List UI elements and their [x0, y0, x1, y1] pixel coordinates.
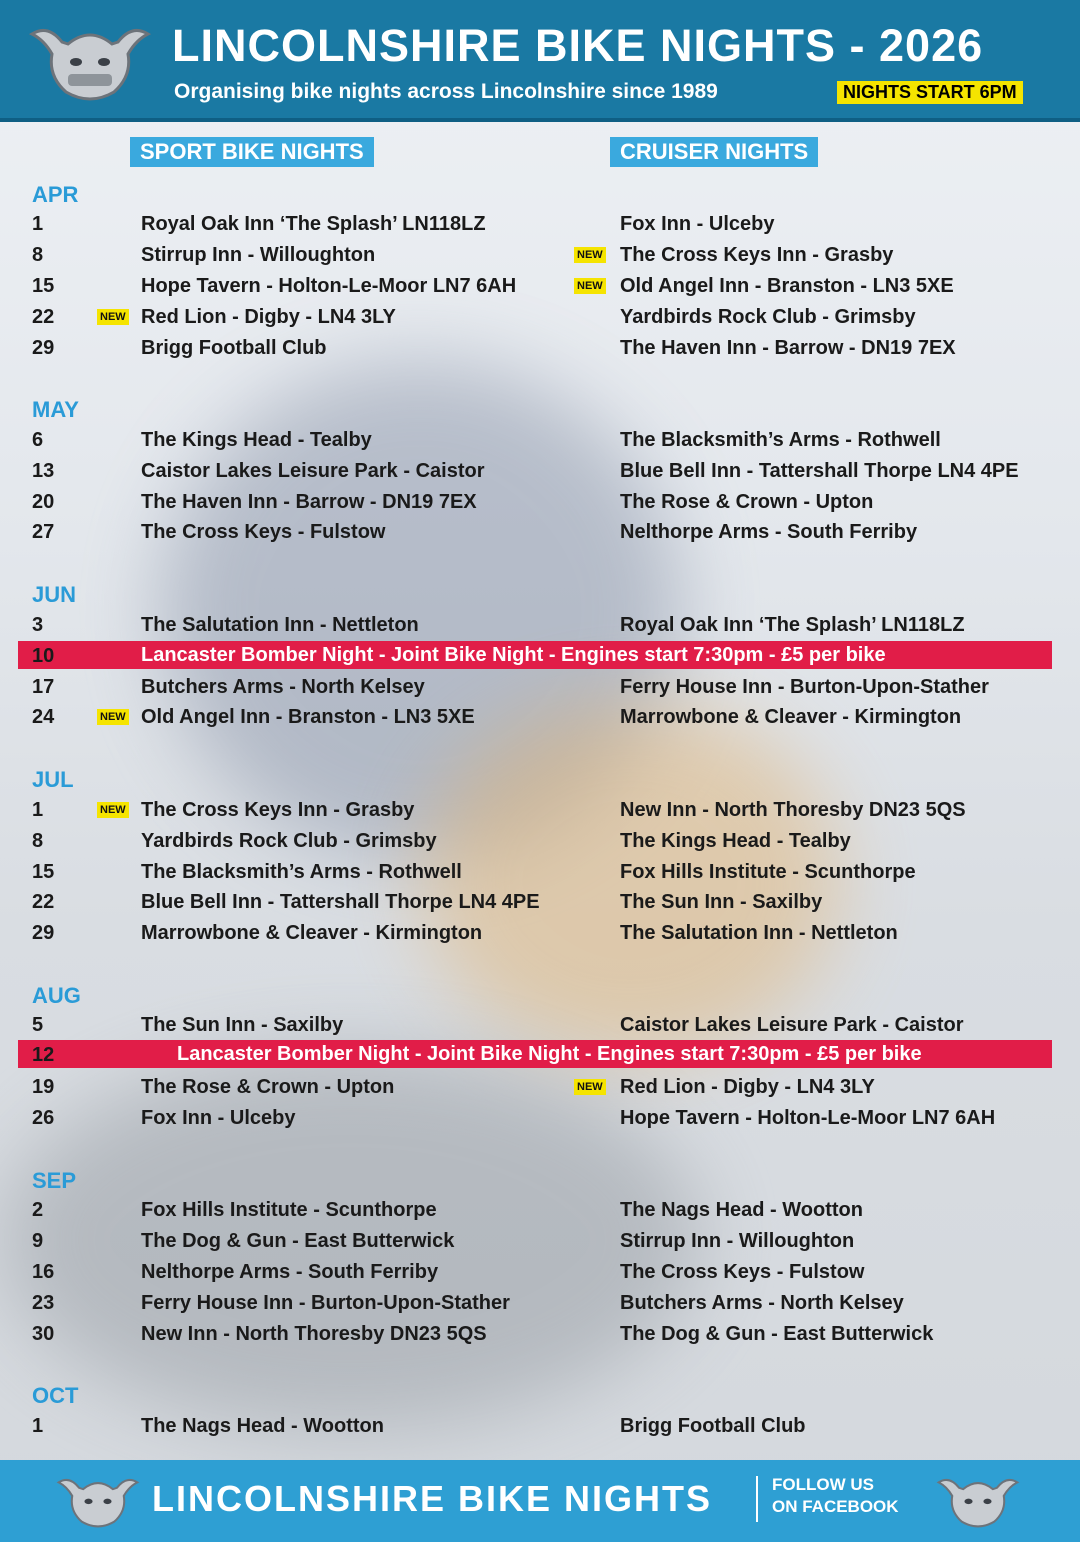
row-day: 1 [32, 213, 44, 235]
footer-title: LINCOLNSHIRE BIKE NIGHTS [152, 1478, 713, 1519]
sport-venue: Caistor Lakes Leisure Park - Caistor [141, 460, 485, 482]
sport-venue: The Nags Head - Wootton [141, 1415, 384, 1437]
sport-venue: Old Angel Inn - Branston - LN3 5XE [141, 706, 475, 728]
row-day: 15 [32, 861, 55, 883]
banner-day: 12 [32, 1044, 55, 1066]
sport-venue: The Rose & Crown - Upton [141, 1076, 395, 1098]
cruiser-column-heading: CRUISER NIGHTS [610, 137, 818, 167]
new-badge: NEW [574, 247, 606, 263]
cruiser-venue: Marrowbone & Cleaver - Kirmington [620, 706, 962, 728]
cruiser-venue: Yardbirds Rock Club - Grimsby [620, 306, 916, 328]
page-title: LINCOLNSHIRE BIKE NIGHTS - 2026 [172, 20, 984, 71]
bull-logo-icon [28, 14, 152, 106]
new-badge: NEW [574, 278, 606, 294]
cruiser-venue: Brigg Football Club [620, 1415, 806, 1437]
cruiser-venue: Butchers Arms - North Kelsey [620, 1292, 904, 1314]
sport-venue: Butchers Arms - North Kelsey [141, 676, 425, 698]
cruiser-venue: The Kings Head - Tealby [620, 830, 851, 852]
row-day: 19 [32, 1076, 55, 1098]
page-subtitle: Organising bike nights across Lincolnshire since 1989 [174, 80, 718, 103]
sport-venue: Blue Bell Inn - Tattershall Thorpe LN4 4PE [141, 891, 540, 913]
cruiser-venue: Red Lion - Digby - LN4 3LY [620, 1076, 875, 1098]
follow-line-2: ON FACEBOOK [772, 1497, 899, 1516]
row-day: 1 [32, 1415, 44, 1437]
sport-venue: The Cross Keys Inn - Grasby [141, 799, 415, 821]
month-label: AUG [32, 983, 81, 1008]
month-label: JUL [32, 767, 74, 792]
row-day: 27 [32, 521, 55, 543]
bull-logo-icon [56, 1468, 140, 1532]
row-day: 9 [32, 1230, 44, 1252]
month-label: OCT [32, 1383, 79, 1408]
month-label: JUN [32, 582, 77, 607]
month-label: SEP [32, 1168, 77, 1193]
cruiser-venue: The Cross Keys - Fulstow [620, 1261, 865, 1283]
new-badge: NEW [97, 802, 129, 818]
new-badge: NEW [97, 709, 129, 725]
sport-venue: Fox Inn - Ulceby [141, 1107, 296, 1129]
sport-venue: Nelthorpe Arms - South Ferriby [141, 1261, 439, 1283]
banner-day: 10 [32, 645, 55, 667]
row-day: 5 [32, 1014, 44, 1036]
sport-venue: Ferry House Inn - Burton-Upon-Stather [141, 1292, 510, 1314]
cruiser-venue: The Dog & Gun - East Butterwick [620, 1323, 934, 1345]
new-badge: NEW [97, 309, 129, 325]
sport-venue: New Inn - North Thoresby DN23 5QS [141, 1323, 487, 1345]
row-day: 1 [32, 799, 44, 821]
row-day: 2 [32, 1199, 44, 1221]
row-day: 13 [32, 460, 55, 482]
row-day: 20 [32, 491, 55, 513]
row-day: 24 [32, 706, 55, 728]
new-badge: NEW [574, 1079, 606, 1095]
facebook-follow-link[interactable] [772, 1474, 899, 1518]
sport-venue: Yardbirds Rock Club - Grimsby [141, 830, 437, 852]
special-event-banner [18, 1040, 1052, 1068]
cruiser-venue: The Sun Inn - Saxilby [620, 891, 823, 913]
special-event-banner [18, 641, 1052, 669]
month-label: APR [32, 182, 79, 207]
row-day: 15 [32, 275, 55, 297]
row-day: 8 [32, 830, 44, 852]
sport-venue: The Haven Inn - Barrow - DN19 7EX [141, 491, 477, 513]
row-day: 29 [32, 337, 55, 359]
row-day: 16 [32, 1261, 55, 1283]
cruiser-venue: New Inn - North Thoresby DN23 5QS [620, 799, 966, 821]
cruiser-venue: Fox Inn - Ulceby [620, 213, 775, 235]
cruiser-venue: Nelthorpe Arms - South Ferriby [620, 521, 918, 543]
row-day: 3 [32, 614, 44, 636]
cruiser-venue: Blue Bell Inn - Tattershall Thorpe LN4 4PE [620, 460, 1019, 482]
month-label: MAY [32, 397, 79, 422]
row-day: 17 [32, 676, 55, 698]
cruiser-venue: The Cross Keys Inn - Grasby [620, 244, 894, 266]
cruiser-venue: Stirrup Inn - Willoughton [620, 1230, 855, 1252]
footer-divider [756, 1476, 758, 1522]
row-day: 30 [32, 1323, 55, 1345]
cruiser-venue: The Rose & Crown - Upton [620, 491, 874, 513]
row-day: 8 [32, 244, 44, 266]
cruiser-venue: Caistor Lakes Leisure Park - Caistor [620, 1014, 964, 1036]
row-day: 22 [32, 306, 55, 328]
sport-venue: Marrowbone & Cleaver - Kirmington [141, 922, 483, 944]
row-day: 22 [32, 891, 55, 913]
sport-venue: The Dog & Gun - East Butterwick [141, 1230, 455, 1252]
cruiser-venue: The Haven Inn - Barrow - DN19 7EX [620, 337, 956, 359]
sport-venue: The Blacksmith’s Arms - Rothwell [141, 861, 462, 883]
cruiser-venue: The Blacksmith’s Arms - Rothwell [620, 429, 941, 451]
sport-venue: Royal Oak Inn ‘The Splash’ LN118LZ [141, 213, 486, 235]
follow-line-1: FOLLOW US [772, 1475, 874, 1494]
sport-venue: The Salutation Inn - Nettleton [141, 614, 419, 636]
cruiser-venue: Old Angel Inn - Branston - LN3 5XE [620, 275, 954, 297]
start-time-badge: NIGHTS START 6PM [837, 81, 1023, 104]
footer-bar [0, 1460, 1080, 1542]
cruiser-venue: Hope Tavern - Holton-Le-Moor LN7 6AH [620, 1107, 996, 1129]
sport-venue: The Cross Keys - Fulstow [141, 521, 386, 543]
cruiser-venue: The Nags Head - Wootton [620, 1199, 863, 1221]
cruiser-venue: The Salutation Inn - Nettleton [620, 922, 898, 944]
sport-venue: Red Lion - Digby - LN4 3LY [141, 306, 396, 328]
sport-venue: Fox Hills Institute - Scunthorpe [141, 1199, 437, 1221]
cruiser-venue: Royal Oak Inn ‘The Splash’ LN118LZ [620, 614, 965, 636]
sport-column-heading: SPORT BIKE NIGHTS [130, 137, 374, 167]
sport-venue: The Kings Head - Tealby [141, 429, 372, 451]
banner-text: Lancaster Bomber Night - Joint Bike Night - Engines start 7:30pm - £5 per bike [177, 1043, 922, 1065]
row-day: 29 [32, 922, 55, 944]
cruiser-venue: Ferry House Inn - Burton-Upon-Stather [620, 676, 989, 698]
sport-venue: Hope Tavern - Holton-Le-Moor LN7 6AH [141, 275, 517, 297]
row-day: 26 [32, 1107, 55, 1129]
row-day: 6 [32, 429, 44, 451]
header-bar [0, 0, 1080, 122]
row-day: 23 [32, 1292, 55, 1314]
banner-text: Lancaster Bomber Night - Joint Bike Night - Engines start 7:30pm - £5 per bike [141, 644, 886, 666]
cruiser-venue: Fox Hills Institute - Scunthorpe [620, 861, 916, 883]
sport-venue: Brigg Football Club [141, 337, 327, 359]
bull-logo-icon [936, 1468, 1020, 1532]
sport-venue: The Sun Inn - Saxilby [141, 1014, 344, 1036]
sport-venue: Stirrup Inn - Willoughton [141, 244, 376, 266]
